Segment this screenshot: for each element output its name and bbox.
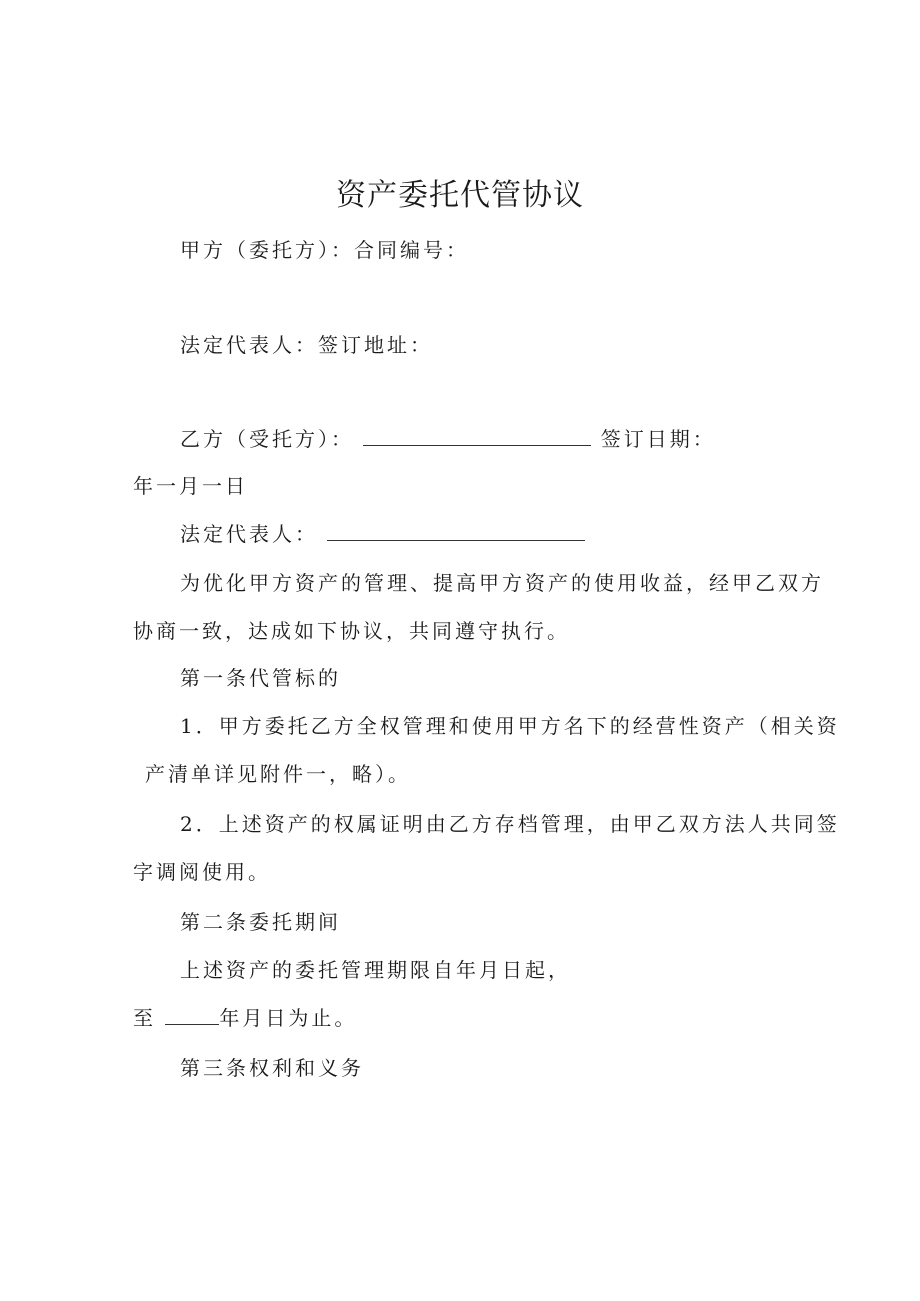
party-b-line bbox=[180, 425, 716, 453]
party-a-line: 甲方（委托方）：合同编号： bbox=[180, 238, 469, 262]
date-line: 年一月一日 bbox=[133, 474, 248, 498]
article-1-item-1-line-1: 1．甲方委托乙方全权管理和使用甲方名下的经营性资产（相关资 bbox=[180, 714, 840, 738]
article-2-title: 第二条委托期间 bbox=[180, 910, 341, 934]
article-2-line-1: 上述资产的委托管理期限自年月日起， bbox=[180, 958, 571, 982]
legal-rep-line-1: 法定代表人：签订地址： bbox=[180, 333, 433, 357]
article-3-title: 第三条权利和义务 bbox=[180, 1056, 364, 1080]
party-b-blank bbox=[363, 427, 591, 446]
legal-rep-2-blank bbox=[327, 522, 585, 541]
intro-line-1: 为优化甲方资产的管理、提高甲方资产的使用收益，经甲乙双方 bbox=[180, 571, 824, 595]
article-2-line-2-suffix: 年月日为止。 bbox=[219, 1006, 358, 1030]
article-1-item-1-line-2: 产清单详见附件一，略）。 bbox=[145, 762, 411, 786]
sign-date-label: 签订日期： bbox=[600, 427, 716, 451]
party-b-label: 乙方（受托方）： bbox=[180, 427, 354, 451]
intro-line-2: 协商一致，达成如下协议，共同遵守执行。 bbox=[133, 619, 570, 643]
article-1-title: 第一条代管标的 bbox=[180, 666, 341, 690]
article-2-line-2 bbox=[133, 1004, 357, 1032]
legal-rep-line-2 bbox=[180, 520, 585, 548]
article-2-line-2-prefix: 至 bbox=[133, 1006, 156, 1030]
legal-rep-2-label: 法定代表人： bbox=[180, 522, 318, 546]
article-1-item-2-line-1: 2．上述资产的权属证明由乙方存档管理，由甲乙双方法人共同签 bbox=[180, 812, 840, 836]
article-2-year-blank bbox=[165, 1006, 219, 1025]
article-1-item-2-line-2: 字调阅使用。 bbox=[133, 860, 271, 884]
document-title: 资产委托代管协议 bbox=[336, 178, 584, 213]
